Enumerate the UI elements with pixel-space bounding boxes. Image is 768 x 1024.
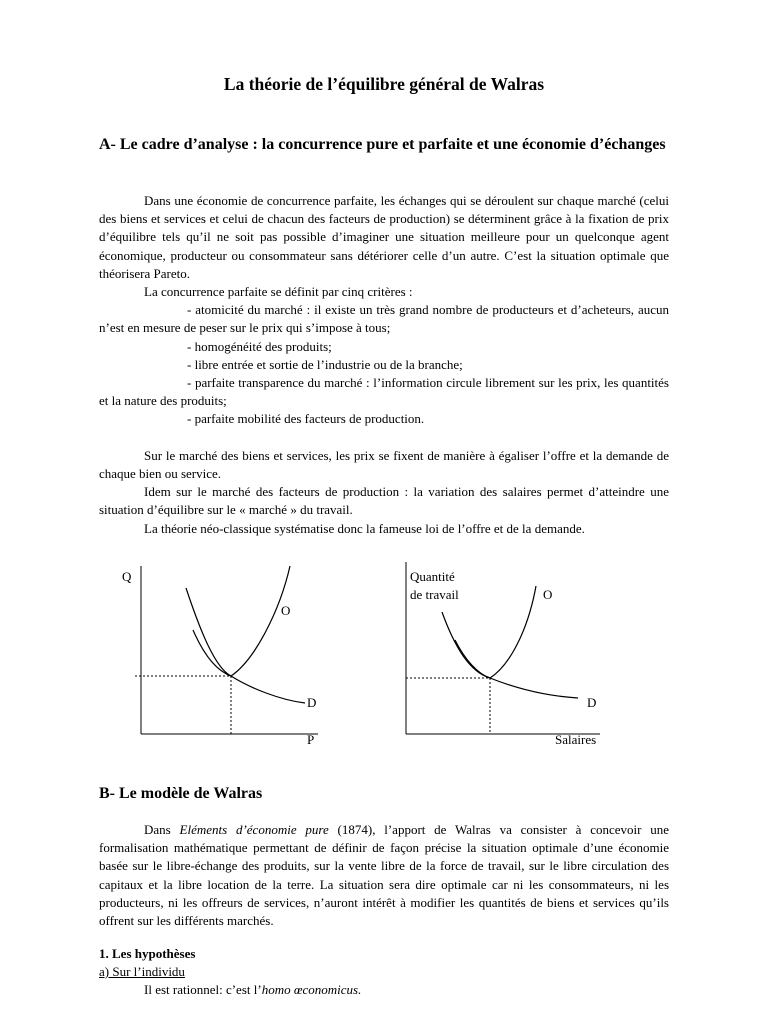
demand-curve bbox=[455, 640, 578, 698]
demand-label: D bbox=[587, 695, 597, 710]
section-b-heading: B- Le modèle de Walras bbox=[99, 785, 263, 802]
section-b-body bbox=[99, 821, 669, 930]
paragraph: Dans une économie de concurrence parfaite, les échanges qui se déroulent sur chaque marché (celui des biens et services et celui de chacun des facteurs de production) se déterminent grâce à la fixation de prix d’équilibre tels qu’il ne soit pas possible d’imaginer une situation meilleure pour un quelconque agent économique, producteur ou consommateur sans détériorer celle d’un autre. C’est la situation optimale que théorisera Pareto. bbox=[99, 193, 669, 281]
criterion-item: - atomicité du marché : il existe un très grand nombre de producteurs et d’acheteurs, aucun n’est en mesure de peser sur le prix qui s’impose à tous; bbox=[99, 302, 669, 336]
criterion-item: - parfaite transparence du marché : l’information circule librement sur les prix, les quantités et la nature des produits; bbox=[99, 375, 669, 409]
supply-label: O bbox=[281, 603, 291, 618]
paragraph: Sur le marché des biens et services, les prix se fixent de manière à égaliser l’offre et la demande de chaque bien ou service. bbox=[99, 447, 669, 482]
supply-label: O bbox=[543, 587, 553, 602]
subsection-heading: 1. Les hypothèses bbox=[99, 946, 196, 961]
x-axis-label: P bbox=[307, 732, 315, 747]
page-title: La théorie de l’équilibre général de Walras bbox=[223, 74, 545, 94]
criterion-item: - homogénéité des produits; bbox=[187, 338, 332, 354]
y-axis-label-line2: de travail bbox=[410, 587, 459, 602]
paragraph: Il est rationnel: c’est l’homo œconomicus. bbox=[144, 982, 362, 997]
y-axis-label-line1: Quantité bbox=[410, 569, 455, 584]
section-a-heading: A- Le cadre d’analyse : la concurrence pure et parfaite et une économie d’échanges bbox=[99, 136, 666, 153]
demand-label: D bbox=[307, 695, 317, 710]
x-axis-label: Salaires bbox=[555, 732, 597, 747]
book-title: Eléments d’économie pure bbox=[179, 822, 329, 837]
paragraph: Idem sur le marché des facteurs de production : la variation des salaires permet d’atteindre une situation d’équilibre sur le « marché » du travail. bbox=[99, 484, 669, 518]
criterion-item: - libre entrée et sortie de l’industrie ou de la branche; bbox=[187, 356, 463, 372]
y-axis-label: Q bbox=[122, 569, 132, 584]
subsection-subheading: a) Sur l’individu bbox=[99, 964, 185, 979]
criterion-item: - parfaite mobilité des facteurs de production. bbox=[187, 411, 425, 427]
paragraph: La théorie néo-classique systématise donc la fameuse loi de l’offre et de la demande. bbox=[144, 520, 585, 536]
paragraph: Dans Eléments d’économie pure (1874), l’apport de Walras va consister à concevoir une formalisation mathématique permettant de définir de façon précise la situation optimale d’une économie basée sur le libre-échange des produits, sur la vente libre de la force de travail, sur le libre circulation des capitaux et la libre location de la terre. La situation sera dire optimale car ni les consommateurs, ni les producteurs, ni les offreurs de services, n’auront intérêt à modifier les quantités de biens et services qu’ils offrent sur les différents marchés. bbox=[99, 822, 670, 929]
paragraph: La concurrence parfaite se définit par cinq critères : bbox=[144, 284, 413, 300]
